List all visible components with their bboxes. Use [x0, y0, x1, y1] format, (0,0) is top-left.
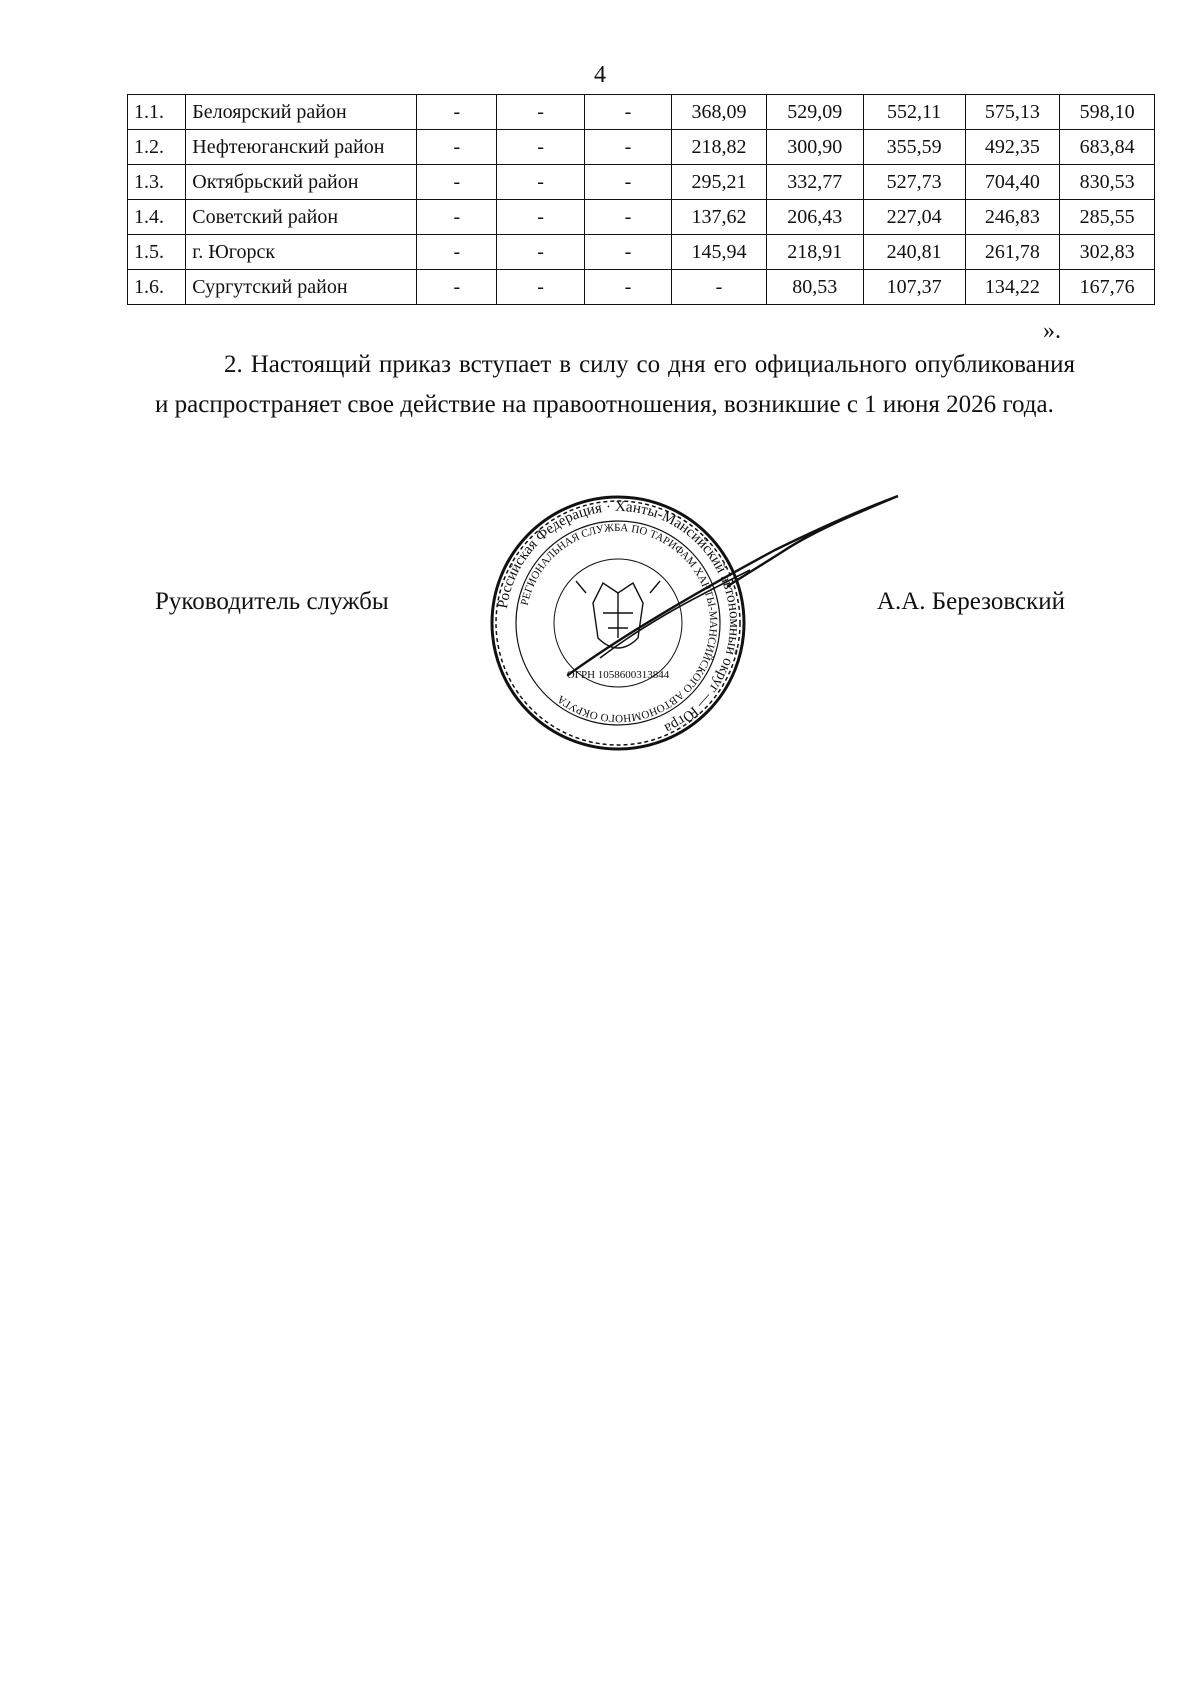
table-cell: - [497, 165, 584, 200]
table-cell: 492,35 [965, 130, 1060, 165]
district-name: Белоярский район [186, 95, 417, 130]
table-cell: 206,43 [766, 200, 863, 235]
table-cell: 134,22 [965, 270, 1060, 305]
table-cell: - [497, 200, 584, 235]
row-number: 1.1. [128, 95, 186, 130]
table-cell: 295,21 [672, 165, 767, 200]
table-cell: 368,09 [672, 95, 767, 130]
table-cell: 107,37 [863, 270, 965, 305]
table-cell: 302,83 [1060, 235, 1155, 270]
table-cell: - [672, 270, 767, 305]
table-cell: 355,59 [863, 130, 965, 165]
svg-text:РЕГИОНАЛЬНАЯ СЛУЖБА ПО ТАРИФАМ: РЕГИОНАЛЬНАЯ СЛУЖБА ПО ТАРИФАМ ХАНТЫ-МАНСИЙСКОГО АВТОНОМНОГО ОКРУГА [518, 521, 720, 725]
svg-text:ОГРН 1058600313844: ОГРН 1058600313844 [566, 669, 670, 681]
table-cell: 529,09 [766, 95, 863, 130]
table-cell: 527,73 [863, 165, 965, 200]
table-cell: 137,62 [672, 200, 767, 235]
table-row [128, 235, 1155, 270]
svg-text:Российская Федерация · Ханты-М: Российская Федерация · Ханты-Мансийский автономный округ — Югра [494, 498, 743, 737]
table-row [128, 200, 1155, 235]
table-row [128, 95, 1155, 130]
district-name: г. Югорск [186, 235, 417, 270]
table-cell: - [584, 235, 671, 270]
table-cell: - [584, 130, 671, 165]
table-row [128, 165, 1155, 200]
table-cell: 830,53 [1060, 165, 1155, 200]
table-cell: - [417, 235, 497, 270]
table-cell: - [417, 130, 497, 165]
table-cell: - [417, 270, 497, 305]
table-cell: - [417, 95, 497, 130]
table-row [128, 270, 1155, 305]
table-cell: 246,83 [965, 200, 1060, 235]
table-cell: - [497, 270, 584, 305]
table-cell: - [497, 130, 584, 165]
table-cell: 575,13 [965, 95, 1060, 130]
table-cell: 240,81 [863, 235, 965, 270]
signatory-name: А.А. Березовский [876, 588, 1065, 615]
paragraph-2: 2. Настоящий приказ вступает в силу со дня его официального опубликования и распространяет свое действие на правоотношения, возникшие с 1 июня 2026 года. [155, 351, 1075, 418]
table-cell: - [584, 165, 671, 200]
table-cell: 552,11 [863, 95, 965, 130]
closing-quote: ». [1043, 318, 1061, 344]
table-cell: - [584, 200, 671, 235]
district-name: Нефтеюганский район [186, 130, 417, 165]
table-cell: - [584, 270, 671, 305]
table-cell: 598,10 [1060, 95, 1155, 130]
table-cell: - [497, 95, 584, 130]
table-cell: 218,91 [766, 235, 863, 270]
table-cell: 145,94 [672, 235, 767, 270]
signatory-position: Руководитель службы [155, 588, 389, 615]
table-cell: 80,53 [766, 270, 863, 305]
table-row [128, 130, 1155, 165]
row-number: 1.5. [128, 235, 186, 270]
table-cell: 261,78 [965, 235, 1060, 270]
table-cell: - [584, 95, 671, 130]
district-name: Сургутский район [186, 270, 417, 305]
table-cell: 285,55 [1060, 200, 1155, 235]
table-cell: 704,40 [965, 165, 1060, 200]
table-cell: - [417, 200, 497, 235]
table-cell: - [497, 235, 584, 270]
table-cell: 227,04 [863, 200, 965, 235]
rates-table [127, 94, 1155, 305]
row-number: 1.3. [128, 165, 186, 200]
table-cell: 300,90 [766, 130, 863, 165]
table-cell: 218,82 [672, 130, 767, 165]
page-number: 4 [594, 62, 606, 88]
row-number: 1.2. [128, 130, 186, 165]
table-cell: - [417, 165, 497, 200]
table-cell: 683,84 [1060, 130, 1155, 165]
handwritten-signature [560, 490, 910, 690]
row-number: 1.6. [128, 270, 186, 305]
table-cell: 167,76 [1060, 270, 1155, 305]
district-name: Советский район [186, 200, 417, 235]
district-name: Октябрьский район [186, 165, 417, 200]
table-cell: 332,77 [766, 165, 863, 200]
row-number: 1.4. [128, 200, 186, 235]
